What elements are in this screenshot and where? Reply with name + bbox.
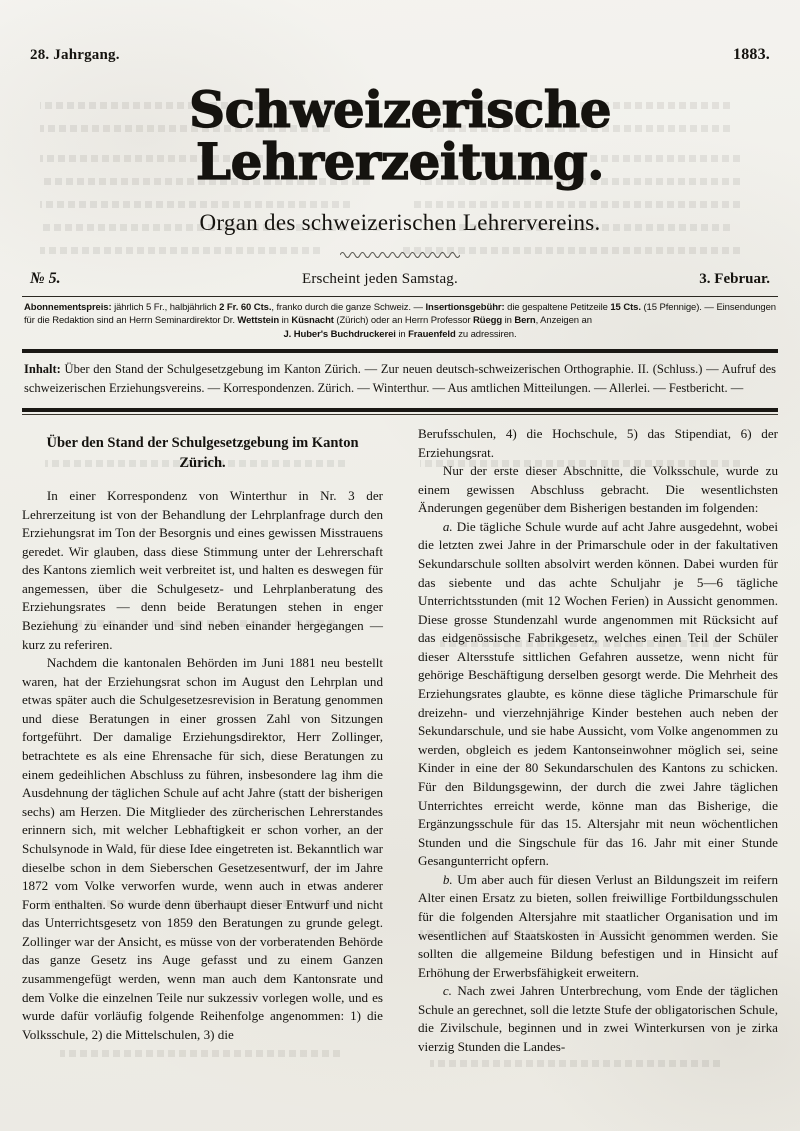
list-marker-a: a. [442, 518, 453, 534]
divider-hairline [22, 414, 778, 415]
newspaper-subtitle: Organ des schweizerischen Lehrervereins. [199, 210, 601, 235]
list-marker-c: c. [442, 983, 452, 999]
city-bern: Bern [514, 315, 536, 327]
oder-text: (Zürich) oder an Herrn Professor [333, 315, 474, 327]
subscription-terms [22, 297, 778, 345]
contents-block [22, 353, 778, 404]
anzeigen-text: , Anzeigen an [535, 315, 592, 327]
newspaper-title: Schweizerische Lehrerzeitung. [188, 80, 612, 191]
paragraph: Berufsschulen, 4) die Hochschule, 5) das Stipendiat, 6) der Erziehungsrat. [418, 425, 778, 460]
halfyear-price: 2 Fr. 60 Cts. [219, 302, 272, 313]
list-marker-b: b. [442, 871, 453, 887]
in-text-3: in [395, 328, 409, 340]
city-frauenfeld: Frauenfeld [408, 328, 456, 340]
article-columns [22, 425, 778, 1057]
contents-label: Inhalt: [24, 362, 61, 377]
paragraph-c [418, 982, 778, 1056]
issue-number: № 5. [30, 270, 61, 287]
subscription-price-label: Abonnementspreis: [24, 302, 112, 313]
volume-label: 28. Jahrgang. [30, 47, 120, 63]
redaktion-text: Einsendungen für die Redaktion sind an Herrn Seminardirektor Dr. [24, 302, 776, 327]
in-text-1: in [279, 315, 292, 327]
paragraph: Nur der erste dieser Abschnitte, die Volksschule, wurde zu einem gewissen Abschluss gebracht. Die wesentlichsten Änderungen gegenüber dem Bisherigen bestanden im folgenden: [418, 463, 778, 516]
issue-date: 3. Februar. [699, 271, 770, 287]
insertion-fee-label: Insertionsgebühr: [425, 302, 505, 313]
paragraph-text: Um aber auch für diesen Verlust an Bildungszeit im reifern Alter einen Ersatz zu bieten, sollen freiwillige Fortbildungsschulen für die folgenden Altersjahre mit staatlicher Organisation und im wesentlichen auf Staatskosten in Aussicht genommen werden. Sie sollten die allgemeine Bildung befestigen und in Hinsicht auf Erhöhung der Erwerbsfähigkeit erweitern. [418, 871, 778, 980]
publication-frequency: Erscheint jeden Samstag. [301, 271, 458, 287]
petitzeile-text: die gespaltene Petitzeile [504, 302, 611, 313]
paragraph-text: Die tägliche Schule wurde auf acht Jahre ausgedehnt, wobei die letzten zwei Jahre in der Primarschule oder in der fakultativen Sekundarschule sollten absolvirt werden können. Dabei wurden für das siebente und das achte Schuljahr je 5—6 tägliche Unterrichtsstunden (mit 12 Wochen Ferien) in Aussicht genommen. Diese grosse Stundenzahl wurde angenommen mit Rücksicht auf das eidgenössische Fabrikgesetz, welches einen Teil der Schüler dieser Altersstufe sittlichen Gefahren aussetze, wenn nicht für gehörige Beschäftigung derselben gesorgt werde. Die Mehrheit des Erziehungsrates glaubte, es könne diese tägliche Primarschule für dreizehn- und vierzehnjährige Kinder bestehen auch neben der Sekundarschule, und sie habe Aussicht, vom Volke angenommen zu werden, obgleich es jedem Kantonseinwohner möglich sei, seine Kinder in eine der 80 Sekundarschulen des Kantons zu schicken. Für den Bildungsgewinn, der durch die zwei Jahre täglichen Unterrichtes erreicht werde, könne man das Bisherige, die Ergänzungsschule für das 15. Altersjahr mit neun wöchentlichen Stunden und die Singschule für das 16. Jahr mit einer Stunde Gesangunterricht opfern. [418, 518, 778, 869]
contents-text: Über den Stand der Schulgesetzgebung im Kanton Zürich. — Zur neuen deutsch-schweizerischen Orthographie. II. (Schluss.) — Aufruf des schweizerischen Erziehungsvereins. — Korrespondenzen. Zürich. — Winterthur. — Aus amtlichen Mitteilungen. — Allerlei. — Festbericht. — [24, 362, 776, 396]
masthead-top-row [22, 0, 778, 64]
printer-name: J. Huber's Buchdruckerei [283, 328, 396, 340]
paragraph: In einer Korrespondenz von Winterthur in Nr. 3 der Lehrerzeitung ist von der Behandlung der Lehrplanfrage durch den Erziehungsrat im Ton der Besorgnis und eines gewissen Misstrauens geredet. Wir glauben, dass diese Stimmung unter der Lehrerschaft des Kantons ziemlich weit verbreitet ist, und halten es deswegen für angemessen, über die Schulgesetz- und Lehrplanberatung des Erziehungsrates — denn beide Beratungen stehen in enger Beziehung zu einander und sind neben einander hergegangen — kurz zu referiren. [22, 487, 383, 652]
year-label: 1883. [733, 46, 770, 63]
paragraph: Nachdem die kantonalen Behörden im Juni 1881 neu bestellt waren, hat der Erziehungsrat schon im August den Lehrplan und etwas später auch die Schulgesetzesrevision in Beratung genommen und diese Beratungen in einer grossen Zahl von Sitzungen fortgeführt. Der damalige Erziehungsdirektor, Herr Zollinger, betrachtete es als eine Ehrensache für sich, diese Beratungen zu einem gedeihlichen Abschluss zu führen, insbesondere lag ihm die Ausdehnung der täglichen Schule auf acht Jahre (statt der bisherigen sechs) am Herzen. Die Mitglieder des zürcherischen Lehrerstandes erinnern sich, mit welcher Lebhaftigkeit er schon vorher, an der Schulsynode in Wald, für diese Idee eingetreten ist. Bekanntlich war dieselbe schon in dem Sieberschen Gesetzesentwurf, der im Jahre 1872 vom Volke verworfen wurde, wenn auch in etwas anderer Form enthalten. So wurde denn überhaupt dieser Entwurf und nicht das Unterrichtsgesetz von 1859 den Beratungen zu grunde gelegt. Zollinger war der Ansicht, es müsse von der vorberatenden Behörde das ganze Gesetz ins Auge gefasst und zu einem Ganzen zusammengefügt werden, wenn man auch dem Kantonsrate und dem Volke die einzelnen Teile nur sukzessiv vorlegen wolle, und es wurde dafür vorläufig folgende Reihenfolge angenommen: 1) die Volksschule, 2) die Mittelschulen, 3) die [22, 655, 383, 1042]
paragraph-b [418, 871, 778, 982]
in-text-2: in [502, 315, 515, 327]
subscription-price-text: jährlich 5 Fr., halbjährlich [111, 302, 220, 313]
editor-name-ruegg: Rüegg [473, 315, 503, 327]
city-kuesnacht: Küsnacht [291, 315, 334, 327]
issue-info-row [22, 270, 778, 288]
column-left [22, 425, 400, 1057]
column-right [400, 425, 778, 1057]
paragraph-text: Nach zwei Jahren Unterbrechung, vom Ende der täglichen Schule an gerechnet, soll die letzte Stufe der obligatorischen Schule, die Zivilschule, beginnen und in zwei Winterkursen von je zirka vierzig Stunden die Landes- [418, 983, 778, 1055]
paragraph-a [418, 518, 778, 871]
adressiren-text: zu adressiren. [455, 328, 517, 340]
franko-text: , franko durch die ganze Schweiz. — [271, 302, 426, 313]
editor-name-wettstein: Wettstein [237, 315, 280, 327]
insertion-price: 15 Cts. [610, 302, 641, 313]
article-title: Über den Stand der Schulgesetzgebung im Kanton Zürich. [46, 434, 359, 471]
pfennige-text: (15 Pfennige). — [640, 302, 714, 313]
wavy-rule-ornament-icon [340, 246, 460, 256]
